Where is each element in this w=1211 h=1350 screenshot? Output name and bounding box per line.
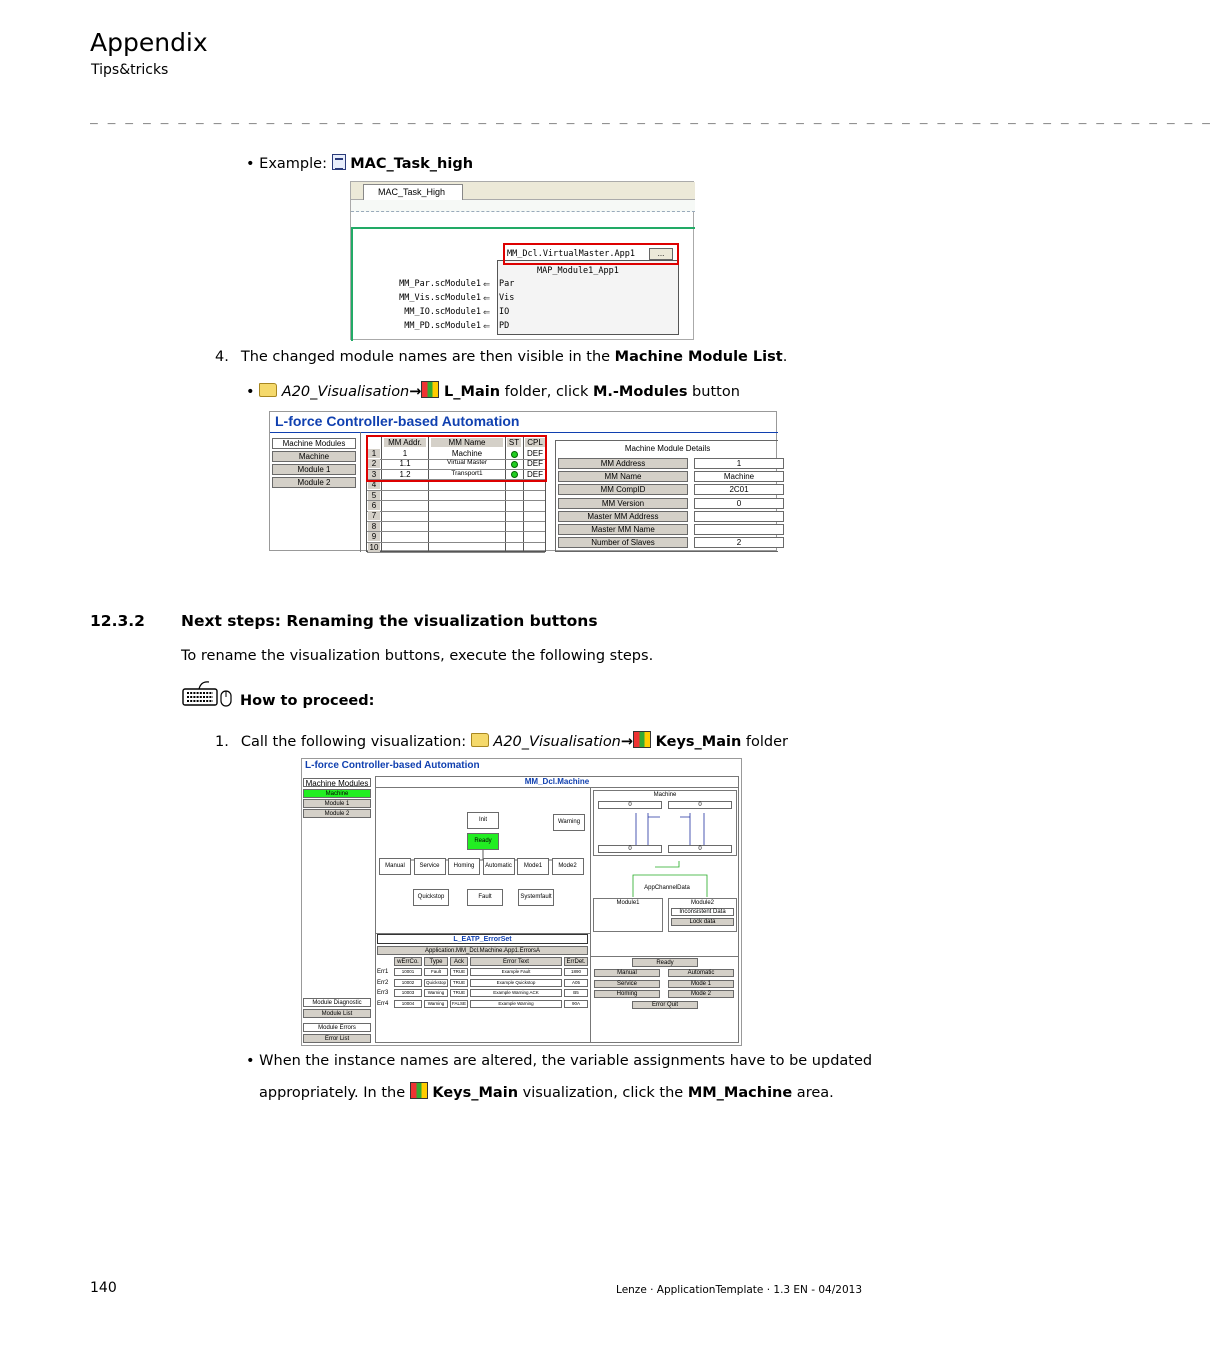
err-cell: 10001 [394,968,422,976]
connector-arrows: ⇐ ⇐ ⇐ ⇐ [483,279,491,331]
row-name: Transport1 [451,469,483,477]
module2-button[interactable]: Module 2 [272,477,356,488]
err-header: wErrCo. [394,957,422,966]
errorset-path: Application.MM_Dcl.Machine.App1.ErrorsA [377,946,588,955]
highlight-rows [366,435,547,482]
detail-value: 2C01 [694,484,784,495]
detail-label: Master MM Name [558,524,688,535]
module1-button-2[interactable]: Module 1 [303,799,371,808]
err-cell: A05 [564,979,588,987]
state-quickstop[interactable]: Quickstop [413,889,449,906]
pin-list: Par Vis IO PD [499,279,515,331]
detail-label: MM Name [558,471,688,482]
err-cell: 10002 [394,979,422,987]
state-mode1[interactable]: Mode1 [517,858,549,875]
row-line [367,521,545,522]
row-index: 9 [368,532,380,541]
folder-icon [471,733,489,747]
row-line [367,542,545,543]
folder-icon [259,383,277,397]
lock-data-button[interactable]: Lock data [671,918,734,926]
detail-label: MM Version [558,498,688,509]
err-header: ErrDet. [564,957,588,966]
visualization-icon [421,381,439,398]
err-cell: Warning [424,1000,448,1008]
detail-value: 1 [694,458,784,469]
row-index: 2 [368,459,380,468]
state-automatic[interactable]: Automatic [483,858,515,875]
example-name: MAC_Task_high [350,156,474,172]
row-index: 4 [368,480,380,489]
page-number: 140 [90,1280,117,1296]
state-service[interactable]: Service [414,858,446,875]
fb-name: MAP_Module1_App1 [537,266,619,276]
module2-panel: Module2 Inconsistent Data Lock data [668,898,737,932]
row-name: Virtual Master [447,459,487,467]
mode-button[interactable]: Mode 1 [668,980,734,988]
detail-value: 0 [694,498,784,509]
err-cell: Example Fault [470,968,562,976]
var-list: MM_Par.scModule1 MM_Vis.scModule1 MM_IO.scModule1 MM_PD.scModule1 [399,279,481,331]
document-icon [332,154,346,170]
row-index: 5 [368,491,380,500]
example-line: • Example: MAC_Task_high [246,156,474,172]
row-cpl: DEF [527,469,543,479]
visualization-icon [633,731,651,748]
err-header: Ack [450,957,468,966]
mm-machine-title: MM_Dcl.Machine [524,777,590,786]
state-mode2[interactable]: Mode2 [552,858,584,875]
err-cell: Example Warning [470,1000,562,1008]
app-title: L-force Controller-based Automation [275,413,520,429]
mode-button[interactable]: Homing [594,990,660,998]
section-title: Next steps: Renaming the visualization buttons [181,612,598,630]
keyboard-mouse-icon [181,679,231,707]
module1-panel: Module1 [593,898,663,932]
err-cell: Fault [424,968,448,976]
err-header: Error Text [470,957,562,966]
err-cell: 10003 [394,989,422,997]
step-4: 4. The changed module names are then visible in the Machine Module List. [215,349,788,365]
col-mm-addr: MM Addr. [384,438,426,447]
detail-label: Master MM Address [558,511,688,522]
mode-button[interactable]: Mode 2 [668,990,734,998]
err-cell: TRUE [450,979,468,987]
err-label: Err4 [377,1000,389,1007]
err-cell: TRUE [450,989,468,997]
machine-button-2[interactable]: Machine [303,789,371,798]
row-line [367,552,545,553]
row-line [367,531,545,532]
how-to-proceed: How to proceed: [240,693,375,709]
section-number: 12.3.2 [90,612,145,630]
col-st: ST [508,438,520,447]
app-title-2: L-force Controller-based Automation [305,760,480,771]
row-line [367,500,545,501]
row-line [367,511,545,512]
screenshot-module-list [269,411,777,551]
row-index: 10 [369,542,379,552]
detail-value [694,524,784,535]
state-homing[interactable]: Homing [448,858,480,875]
step-4-path: • A20_Visualisation→ L_Main folder, click M.-Modules button [246,381,740,400]
row-cpl: DEF [527,449,543,458]
screenshot-mac-task [350,181,694,340]
machine-modules-label: Machine Modules [272,438,356,449]
detail-label: Number of Slaves [558,537,688,548]
module-errors-label: Module Errors [303,1023,371,1032]
detail-value [694,511,784,522]
bullet-line-1: • When the instance names are altered, the variable assignments have to be updated [246,1053,873,1069]
errorset-title: L_EATP_ErrorSet [377,934,588,944]
err-label: Err1 [377,969,389,975]
page-title: Appendix [90,28,208,57]
module-diagnostic-label: Module Diagnostic [303,998,371,1007]
screenshot-keys-main [301,758,742,1046]
intro-text: To rename the visualization buttons, execute the following steps. [181,648,654,664]
state-fault[interactable]: Fault [467,889,503,906]
err-cell: TRUE [450,968,468,976]
machine-panel: Machine 0 0 0 0 [593,790,737,856]
step-1: 1. Call the following visualization: A20_Visualisation→ Keys_Main folder [215,731,788,750]
ready-label: Ready [632,958,698,967]
state-ready[interactable]: Ready [467,833,499,850]
module2-button-2[interactable]: Module 2 [303,809,371,818]
instance-input[interactable]: MM_Dcl.VirtualMaster.App1 [507,249,635,259]
state-init[interactable]: Init [467,812,499,829]
col-mm-name: MM Name [431,438,503,447]
row-addr: 1 [402,449,408,458]
visualization-icon [410,1082,428,1099]
module1-button[interactable]: Module 1 [272,464,356,475]
browse-button[interactable]: ... [649,248,673,260]
detail-label: MM CompID [558,484,688,495]
row-cpl: DEF [527,459,543,469]
machine-button[interactable]: Machine [272,451,356,462]
machine-modules-label-2: Machine Modules [303,778,371,787]
row-index: 7 [368,511,380,520]
bullet-line-2: appropriately. In the Keys_Main visualization, click the MM_Machine area. [259,1082,834,1101]
row-index: 6 [368,501,380,510]
err-cell: Example Quickstop [470,979,562,987]
col-cpl: CPL [525,438,545,447]
footer-info: Lenze · ApplicationTemplate · 1.3 EN - 04/2013 [616,1284,862,1296]
error-list-button[interactable]: Error List [303,1034,371,1043]
row-addr: 1.2 [399,469,411,479]
detail-value: Machine [694,471,784,482]
error-quit-button[interactable]: Error Quit [632,1001,698,1009]
err-label: Err3 [377,990,389,996]
module-list-button[interactable]: Module List [303,1009,371,1018]
tab-mac-task-high[interactable]: MAC_Task_High [363,184,463,200]
row-index: 8 [368,522,380,531]
state-systemfault[interactable]: Systemfault [518,889,554,906]
row-index: 3 [368,470,380,479]
err-cell: 10004 [394,1000,422,1008]
row-line [367,490,545,491]
row-name: Machine [451,449,483,458]
state-warning[interactable]: Warning [553,814,585,831]
details-title: Machine Module Details [624,444,711,453]
mode-button[interactable]: Automatic [668,969,734,977]
err-cell: FALSE [451,1000,466,1006]
err-cell: 1890 [564,968,588,976]
err-cell: 90A [564,1000,588,1008]
err-cell: Warning [424,989,448,997]
mode-button[interactable]: Manual [594,969,660,977]
err-label: Err2 [377,979,389,986]
page-subtitle: Tips&tricks [91,62,169,78]
detail-value: 2 [694,537,784,548]
err-header: Type [424,957,448,966]
row-addr: 1.1 [399,459,411,469]
mode-button[interactable]: Service [594,980,660,988]
details-panel [555,440,778,552]
row-index: 1 [368,449,380,458]
state-manual[interactable]: Manual [379,858,411,875]
err-cell: Quickstop [425,979,446,985]
appchannel-label: AppChannelData [644,885,690,891]
header-divider: _ _ _ _ _ _ _ _ _ _ _ _ _ _ _ _ _ _ _ _ _ _ _ _ _ _ _ _ _ _ _ _ _ _ _ _ _ _ _ _ _ _ _ _ _ _ _ _ _ _ _ _ _ _ _ _ _ _ _ _ _ _ _ _ [90,110,1211,125]
detail-label: MM Address [558,458,688,469]
err-cell: B5 [564,989,588,997]
err-cell: Example Warning ACK [470,989,562,997]
